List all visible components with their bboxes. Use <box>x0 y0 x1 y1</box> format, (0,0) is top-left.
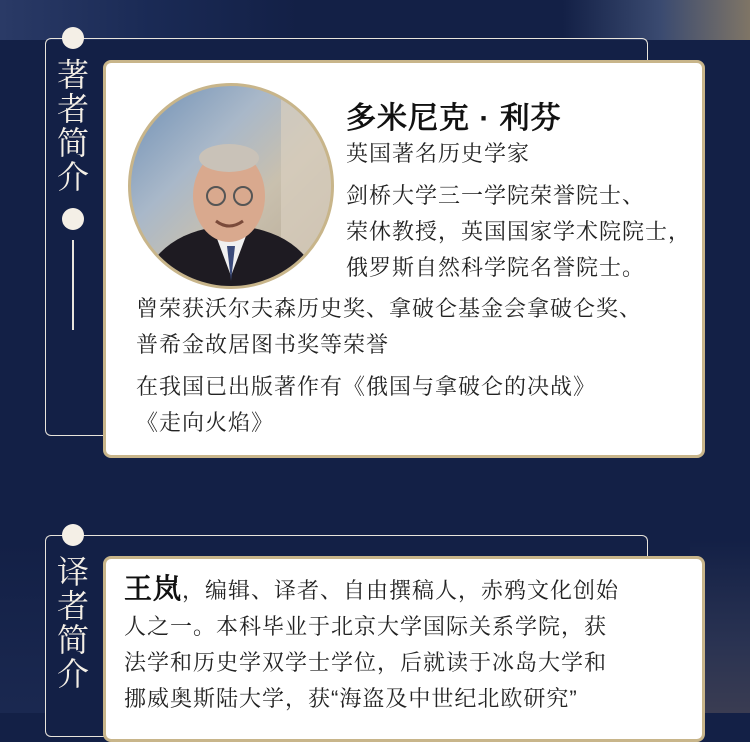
author-tab-label: 著 者 简 介 <box>56 56 89 196</box>
author-subtitle: 英国著名历史学家 <box>346 141 531 166</box>
author-portrait <box>128 83 334 289</box>
translator-card <box>103 556 705 742</box>
author-titles: 剑桥大学三一学院荣誉院士、 荣休教授，英国国家学术院院士， 俄罗斯自然科学院名誉院士。 <box>346 183 692 280</box>
translator-tab-label: 译 者 简 介 <box>56 553 89 693</box>
author-works: 在我国已出版著作有《俄国与拿破仑的决战》 《走向火焰》 <box>136 374 597 435</box>
translator-bio: 王岚，编辑、译者、自由撰稿人，赤鸦文化创始 人之一。本科毕业于北京大学国际关系学院，获 法学和历史学双学士学位，后就读于冰岛大学和 挪威奥斯陆大学，获“海盗及中世纪北欧研究” <box>124 573 620 711</box>
bottom-left-decoration <box>0 540 45 713</box>
translator-name: 王岚 <box>124 573 183 604</box>
author-tab-mid-dot <box>62 208 84 230</box>
translator-tab-top-dot <box>62 524 84 546</box>
author-honors: 曾荣获沃尔夫森历史奖、拿破仑基金会拿破仑奖、 普希金故居图书奖等荣誉 <box>136 296 643 357</box>
author-tab-top-dot <box>62 27 84 49</box>
top-decorative-strip <box>0 0 750 40</box>
author-name: 多米尼克 · 利芬 <box>346 102 562 135</box>
author-tab-line <box>72 240 74 330</box>
author-card <box>103 60 705 458</box>
